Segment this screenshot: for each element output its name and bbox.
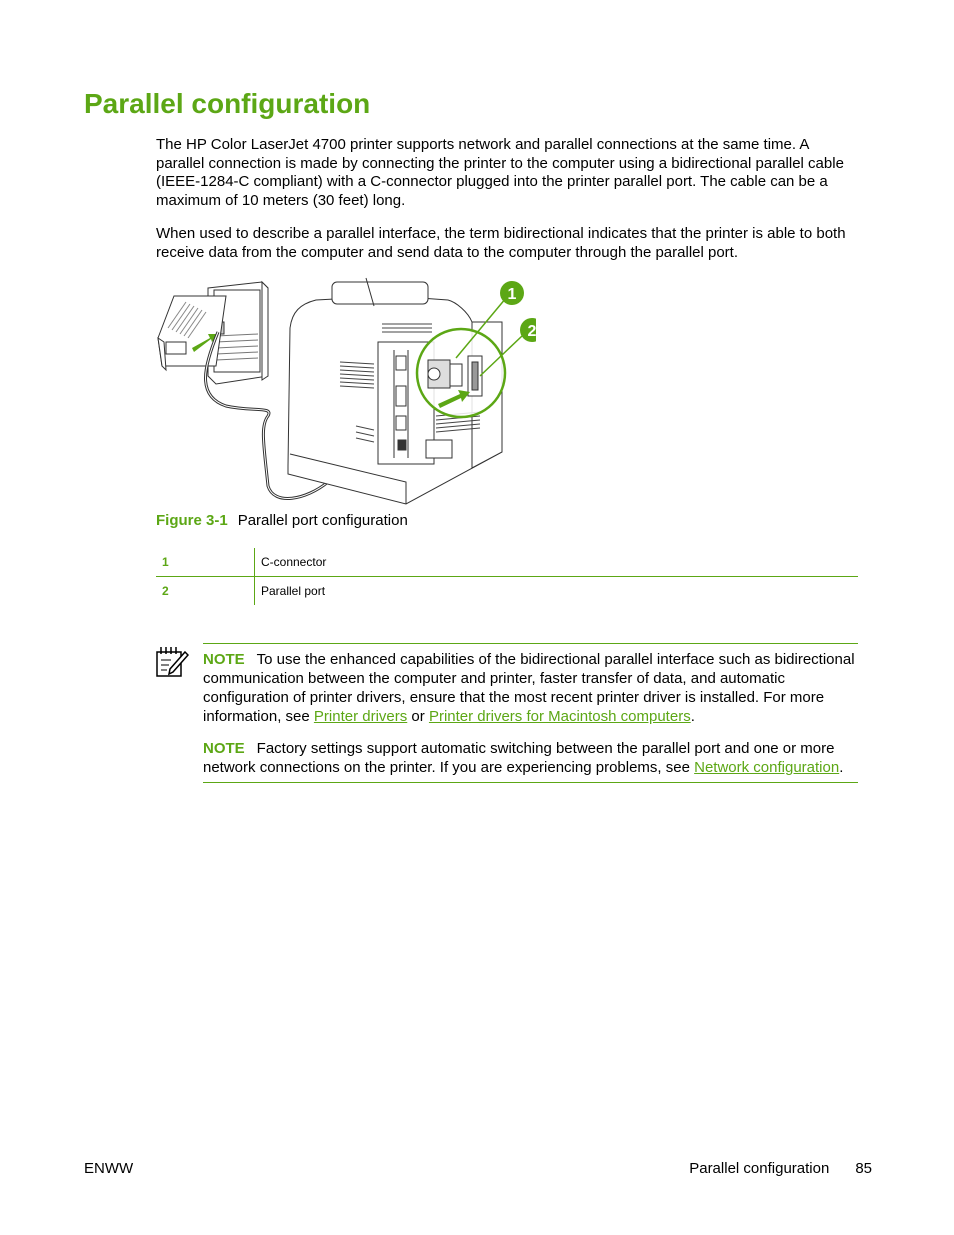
table-row: [156, 577, 858, 606]
note-text: To use the enhanced capabilities of the bidirectional parallel interface such as bidirectional communication between the computer and printer, faster transfer of data, and automatic configuration of printer drivers, ensure that the most recent printer driver is installed. For more information, see: [203, 651, 855, 725]
parallel-port: [468, 356, 482, 396]
c-connector: [428, 360, 462, 388]
note-text: .: [839, 759, 844, 776]
legend-text: Parallel port: [261, 584, 326, 598]
page-title: Parallel configuration: [84, 88, 371, 119]
legend-table: [156, 548, 858, 605]
note-pencil-icon: [155, 644, 189, 680]
figure-caption-text: Parallel port configuration: [237, 512, 408, 529]
network-configuration-link[interactable]: Network configuration: [694, 759, 840, 776]
note-factory-settings: [203, 739, 858, 777]
note-box: [203, 643, 858, 783]
note-text: Factory settings support automatic switching between the parallel port and one or more network connections on the printer. If you are experiencing problems, see: [203, 740, 835, 776]
figure-number: Figure 3-1: [156, 512, 228, 529]
footer-left: ENWW: [84, 1160, 134, 1177]
table-row: [156, 548, 858, 577]
bidirectional-paragraph: When used to describe a parallel interface, the term bidirectional indicates that the printer is able to both receive data from the computer and send data to the computer through the parallel port.: [156, 225, 846, 261]
note-label: NOTE: [203, 740, 245, 757]
legend-number: 2: [156, 577, 255, 606]
footer-section: Parallel configuration: [689, 1160, 830, 1177]
mac-printer-drivers-link[interactable]: Printer drivers for Macintosh computers: [428, 708, 691, 725]
legend-text: C-connector: [255, 548, 859, 577]
figure-caption: [156, 512, 408, 529]
intro-paragraph: The HP Color LaserJet 4700 printer supports network and parallel connections at the same time. A parallel connection is made by connecting the printer to the computer using a bidirectional parallel cable (IEEE-1284-C compliant) with a C-connector plugged into the printer parallel port. The cable can be a maximum of 10 meters (30 feet) long.: [156, 136, 844, 209]
note-text: .: [690, 708, 695, 725]
note-enhanced-capabilities: [203, 650, 858, 726]
computer-monitor: [158, 296, 226, 370]
note-text: or: [407, 708, 429, 725]
callout-number-2: 2: [527, 323, 536, 340]
legend-number: 1: [156, 548, 255, 577]
page-number: 85: [855, 1160, 872, 1177]
printer-drivers-link[interactable]: Printer drivers: [313, 708, 408, 725]
note-label: NOTE: [203, 651, 245, 668]
callout-number-1: 1: [507, 286, 517, 303]
parallel-port-figure: [156, 276, 536, 512]
footer-right: [689, 1160, 872, 1177]
